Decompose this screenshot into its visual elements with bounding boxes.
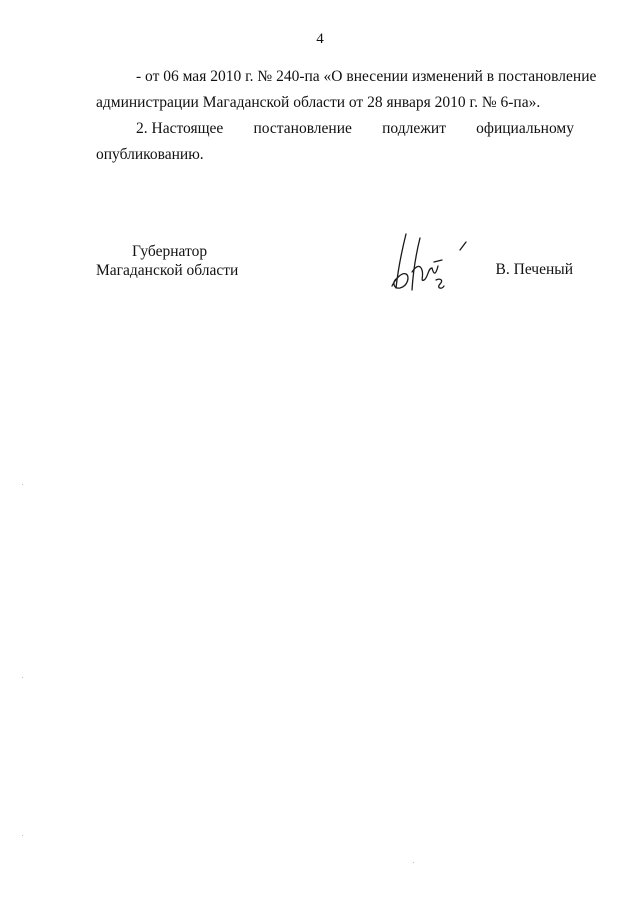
paragraph-line: опубликованию.: [96, 146, 204, 163]
paragraph-publication: [96, 116, 574, 168]
paragraph-line: - от 06 мая 2010 г. № 240-па «О внесении изменений в постановление: [136, 68, 597, 85]
word: постановление: [253, 120, 352, 137]
signatory-title-line: Магаданской области: [96, 262, 239, 279]
paragraph-amendment-reference: [96, 64, 597, 116]
paragraph-line: администрации Магаданской области от 28 января 2010 г. № 6-па».: [96, 94, 541, 111]
scan-speck: [413, 862, 414, 863]
scan-speck: [22, 484, 23, 485]
scan-speck: [22, 677, 23, 678]
signatory-title: [96, 242, 238, 280]
page-number: 4: [316, 31, 324, 47]
signatory-name: В. Печеный: [495, 261, 573, 278]
signatory-title-line: Губернатор: [132, 243, 208, 260]
word: подлежит: [382, 120, 446, 137]
word: 2. Настоящее: [136, 120, 224, 137]
paragraph-line: [96, 116, 574, 142]
word: официальному: [476, 120, 574, 137]
scan-speck: [22, 835, 23, 836]
handwritten-signature: [382, 228, 472, 298]
